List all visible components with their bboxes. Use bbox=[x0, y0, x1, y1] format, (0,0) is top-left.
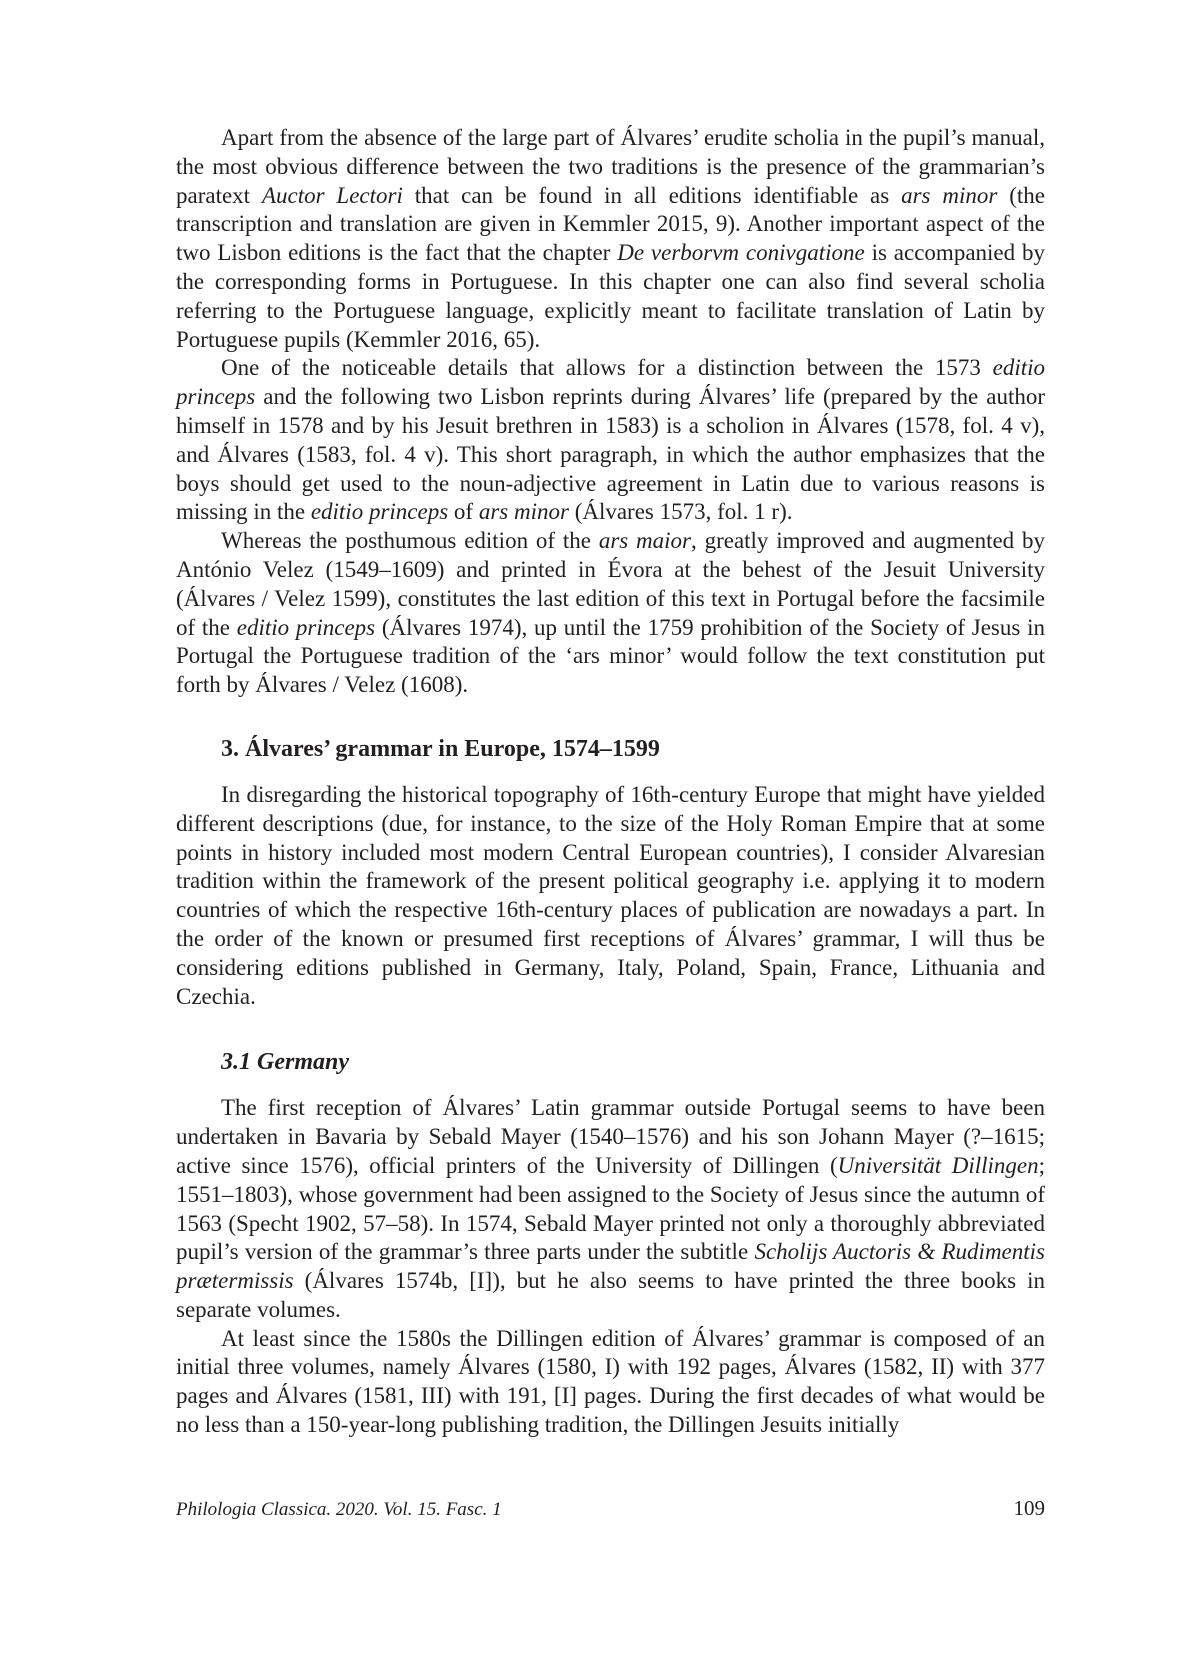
italic-text: ars minor bbox=[901, 182, 998, 208]
journal-citation: Philologia Classica. 2020. Vol. 15. Fasc. 1 bbox=[176, 1499, 502, 1520]
text-run: The first reception of Álvares’ Latin grammar outside Portugal seems to have been undertaken in Bavaria by Sebald Mayer (1540–1576) and his son Johann Mayer (?–1615; active since 1576), official printers of the University of Dillingen ( bbox=[176, 1095, 1045, 1178]
italic-text: De verborvm conivgatione bbox=[617, 240, 865, 266]
italic-text: editio princeps bbox=[236, 614, 376, 640]
italic-text: ars minor bbox=[478, 499, 569, 525]
text-run: of bbox=[448, 499, 479, 525]
page-footer bbox=[176, 1496, 1045, 1521]
italic-text: Universität Dillingen bbox=[837, 1152, 1039, 1178]
paragraph bbox=[176, 1325, 1045, 1440]
text-run: One of the noticeable details that allows for a distinction between the 1573 bbox=[221, 355, 993, 381]
italic-text: ars maior bbox=[598, 528, 691, 554]
text-run: and the following two Lisbon reprints during Álvares’ life (prepared by the author himself in 1578 and by his Jesuit brethren in 1583) is a scholion in Álvares (1578, fol. 4 v), and Álvares (1583, fol. 4 v). This short paragraph, in which the author emphasizes that the boys should get used to the noun-adjective agreement in Latin due to various reasons is missing in the bbox=[176, 384, 1045, 525]
page-body bbox=[176, 124, 1045, 1440]
text-run: (Álvares 1573, fol. 1 r). bbox=[568, 499, 793, 525]
text-run: Apart from the absence of the large part of Álvares’ erudite scholia in the pupil’s manual, the most obvious difference between the two traditions is the presence of the grammarian’s paratext bbox=[176, 125, 1045, 208]
paragraph bbox=[176, 354, 1045, 527]
text-run: (Álvares 1574b, [I]), but he also seems to have printed the three books in separate volumes. bbox=[176, 1268, 1045, 1322]
paragraph bbox=[176, 124, 1045, 354]
paragraph bbox=[176, 1094, 1045, 1324]
intro-paragraphs bbox=[176, 124, 1045, 700]
text-run: At least since the 1580s the Dillingen edition of Álvares’ grammar is composed of an initial three volumes, namely Álvares (1580, I) with 192 pages, Álvares (1582, II) with 377 pages and Álvares (1581, III) with 191, [I] pages. During the first decades of what would be no less than a 150-year-long publishing tradition, the Dillingen Jesuits initially bbox=[176, 1325, 1045, 1438]
text-run: (Álvares 1974), up until the 1759 prohibition of the Society of Jesus in Portugal the Portuguese tradition of the ‘ars minor’ would follow the text constitution put forth by Álvares / Velez (1608). bbox=[176, 614, 1045, 698]
text-run: Whereas the posthumous edition of the bbox=[221, 528, 599, 554]
text-run: In disregarding the historical topography of 16th-century Europe that might have yielded different descriptions (due, for instance, to the size of the Holy Roman Empire that at some points in history included most modern Central European countries), I consider Alvaresian tradition within the framework of the present political geography i.e. applying it to modern countries of which the respective 16th-century places of publication are nowadays a part. In the order of the known or presumed first receptions of Álvares’ grammar, I will thus be considering editions published in Germany, Italy, Poland, Spain, France, Lithuania and Czechia. bbox=[176, 781, 1045, 1009]
page-number: 109 bbox=[1013, 1496, 1045, 1520]
italic-text: editio princeps bbox=[310, 499, 449, 525]
text-run: ; 1551–1803), whose government had been assigned to the Society of Jesus since the autumn of 1563 (Specht 1902, 57–58). In 1574, Sebald Mayer printed not only a thoroughly abbreviated pupil’s version of the grammar’s three parts under the subtitle bbox=[176, 1152, 1045, 1265]
section-heading: 3. Álvares’ grammar in Europe, 1574–1599 bbox=[221, 735, 660, 762]
italic-text: editio princeps bbox=[176, 355, 1045, 410]
paragraph bbox=[176, 527, 1045, 700]
italic-text: Auctor Lectori bbox=[261, 182, 403, 208]
text-run: is accompanied by the corresponding forms in Portuguese. In this chapter one can also find several scholia referring to the Portuguese language, explicitly meant to facilitate translation of Latin by Portuguese pupils (Kemmler 2016, 65). bbox=[176, 240, 1045, 352]
text-run: (the transcription and translation are given in Kemmler 2015, 9). Another important aspect of the two Lisbon editions is the fact that the chapter bbox=[176, 182, 1045, 266]
text-run: that can be found in all editions identifiable as bbox=[402, 182, 902, 208]
section-paragraphs bbox=[176, 781, 1045, 1011]
text-run: , greatly improved and augmented by António Velez (1549–1609) and printed in Évora at the behest of the Jesuit University (Álvares / Velez 1599), constitutes the last edition of this text in Portugal before the facsimile of the bbox=[176, 528, 1045, 640]
italic-text: Scholijs Auctoris & Rudimentis prætermissis bbox=[176, 1239, 1045, 1294]
paragraph bbox=[176, 781, 1045, 1011]
subsection-heading: 3.1 Germany bbox=[221, 1049, 349, 1076]
subsection-paragraphs bbox=[176, 1094, 1045, 1440]
